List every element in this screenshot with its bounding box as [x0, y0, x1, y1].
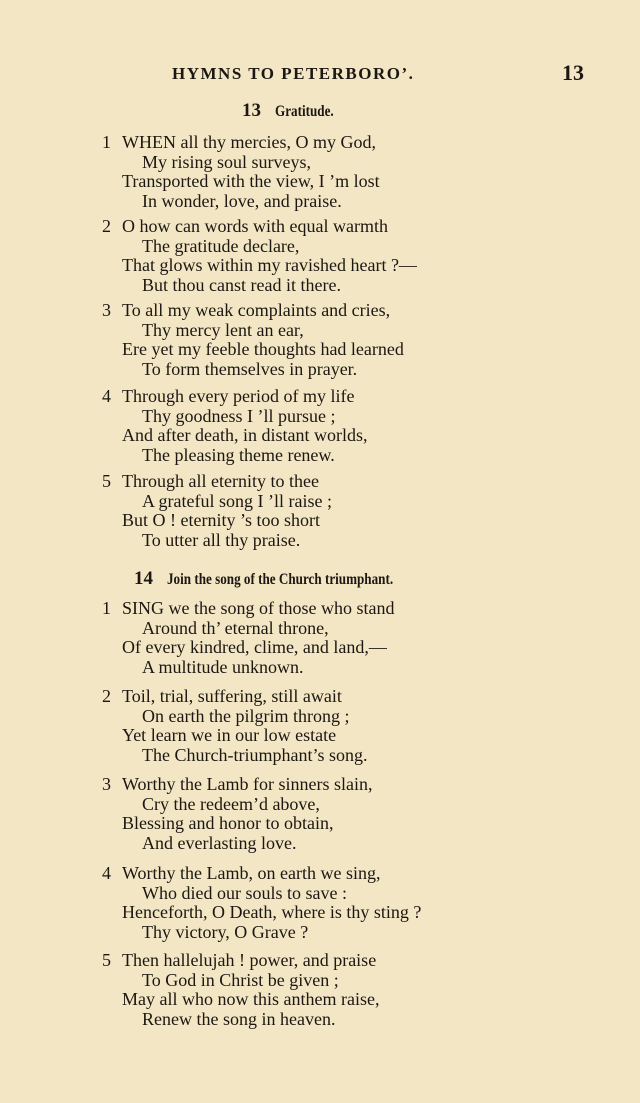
verse-text: Ere yet my feeble thoughts had learned: [122, 339, 404, 360]
verse-text: To all my weak complaints and cries,: [122, 300, 391, 320]
verse-number: 4: [102, 386, 111, 406]
hymn-title: Join the song of the Church triumphant.: [167, 571, 394, 588]
running-title: HYMNS TO PETERBORO’.: [172, 64, 415, 83]
verse-line: [102, 300, 391, 320]
verse-text: Renew the song in heaven.: [142, 1009, 336, 1030]
verse-text: Then hallelujah ! power, and praise: [122, 950, 377, 970]
verse-line: [142, 359, 357, 379]
verse-text: To God in Christ be given ;: [142, 969, 339, 990]
verse-text: Of every kindred, clime, and land,—: [122, 637, 387, 658]
verse-text: On earth the pilgrim throng ;: [142, 705, 350, 726]
verse-text: SING we the song of those who stand: [122, 598, 395, 618]
hymn-heading: [134, 568, 443, 594]
verse-text: And after death, in distant worlds,: [122, 425, 368, 446]
verse-line: [122, 425, 367, 445]
verse-line: [142, 883, 347, 903]
verse-line: [142, 745, 367, 765]
verse-line: [142, 406, 335, 426]
verse-line: [142, 275, 341, 295]
verse-line: [142, 236, 299, 256]
verse-text: Yet learn we in our low estate: [122, 725, 337, 746]
verse-text: Worthy the Lamb for sinners slain,: [122, 774, 373, 794]
verse-line: [142, 530, 300, 550]
verse-line: [102, 471, 319, 491]
verse-text: And everlasting love.: [142, 833, 297, 854]
verse-line: [122, 171, 380, 191]
hymn-number: 13: [242, 100, 261, 121]
verse-line: [142, 152, 311, 172]
verse-text: Through every period of my life: [122, 386, 355, 406]
verse-text: Who died our souls to save :: [142, 882, 347, 903]
verse-line: [142, 445, 335, 465]
verse-line: [102, 598, 395, 618]
verse-line: [102, 386, 355, 406]
verse-line: [122, 989, 379, 1009]
verse-text: In wonder, love, and praise.: [142, 191, 342, 212]
verse-line: [142, 191, 342, 211]
verse-line: [122, 637, 387, 657]
verse-line: [142, 833, 296, 853]
verse-number: 3: [102, 300, 111, 320]
verse-line: [142, 794, 320, 814]
verse-number: 1: [102, 132, 111, 152]
verse-text: The gratitude declare,: [142, 235, 300, 256]
verse-line: [142, 1009, 335, 1029]
verse-number: 1: [102, 598, 111, 618]
running-head: [0, 60, 640, 90]
verse-text: The pleasing theme renew.: [142, 445, 335, 466]
verse-line: [102, 950, 377, 970]
verse-text: A multitude unknown.: [142, 657, 304, 678]
hymn-title: Gratitude.: [275, 103, 334, 120]
verse-text: Cry the redeem’d above,: [142, 793, 320, 814]
hymn-heading: [242, 100, 347, 126]
verse-text: Transported with the view, I ’m lost: [122, 171, 380, 192]
verse-number: 2: [102, 686, 111, 706]
verse-text: But thou canst read it there.: [142, 275, 341, 296]
verse-line: [102, 216, 388, 236]
verse-number: 3: [102, 774, 111, 794]
verse-line: [122, 510, 320, 530]
verse-number: 5: [102, 950, 111, 970]
verse-line: [102, 132, 376, 152]
verse-text: But O ! eternity ’s too short: [122, 510, 320, 531]
verse-line: [122, 339, 404, 359]
verse-line: [142, 970, 339, 990]
verse-number: 5: [102, 471, 111, 491]
verse-line: [142, 706, 349, 726]
verse-text: Thy victory, O Grave ?: [142, 922, 309, 943]
verse-text: Worthy the Lamb, on earth we sing,: [122, 863, 381, 883]
verse-text: Around th’ eternal throne,: [142, 617, 329, 638]
verse-line: [122, 813, 333, 833]
verse-text: Henceforth, O Death, where is thy sting ?: [122, 902, 422, 923]
verse-text: May all who now this anthem raise,: [122, 989, 380, 1010]
verse-line: [122, 902, 421, 922]
verse-line: [102, 686, 342, 706]
verse-text: Toil, trial, suffering, still await: [122, 686, 342, 706]
verse-line: [102, 863, 381, 883]
verse-text: My rising soul surveys,: [142, 151, 312, 172]
verse-line: [102, 774, 373, 794]
verse-text: To form themselves in prayer.: [142, 359, 358, 380]
verse-line: [142, 922, 308, 942]
verse-number: 4: [102, 863, 111, 883]
verse-line: [142, 657, 304, 677]
verse-text: Thy goodness I ’ll pursue ;: [142, 405, 336, 426]
verse-text: Blessing and honor to obtain,: [122, 813, 334, 834]
verse-text: To utter all thy praise.: [142, 530, 301, 551]
verse-text: WHEN all thy mercies, O my God,: [122, 132, 376, 152]
verse-line: [142, 320, 304, 340]
verse-text: A grateful song I ’ll raise ;: [142, 490, 332, 511]
verse-line: [122, 725, 336, 745]
page-number: 13: [562, 60, 584, 85]
hymn-number: 14: [134, 568, 153, 589]
verse-text: Through all eternity to thee: [122, 471, 319, 491]
verse-line: [142, 618, 329, 638]
verse-line: [122, 255, 417, 275]
verse-text: O how can words with equal warmth: [122, 216, 388, 236]
verse-text: The Church-triumphant’s song.: [142, 745, 368, 766]
verse-number: 2: [102, 216, 111, 236]
verse-text: Thy mercy lent an ear,: [142, 319, 304, 340]
verse-line: [142, 491, 332, 511]
verse-text: That glows within my ravished heart ?—: [122, 255, 417, 276]
